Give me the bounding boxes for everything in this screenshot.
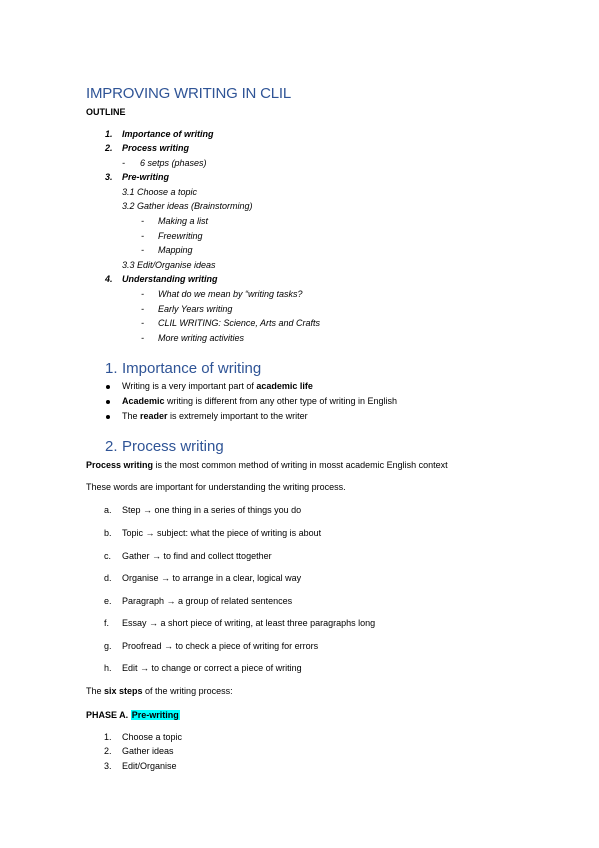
bold-run: reader [140,411,168,421]
term-letter: c. [104,551,112,561]
outline-num: 1. [105,129,113,139]
bold-run: Process writing [86,460,154,470]
term-text: Essay → a short piece of writing, at least three paragraphs long [122,618,376,628]
phase-name-highlight: Pre-writing [131,710,179,720]
outline-heading: OUTLINE [86,107,126,117]
outline-dash: - [141,333,144,343]
text-run: is the most common method of writing in mosst academic English context [153,460,448,470]
outline-dash: - [122,158,125,168]
outline-item: 3.1 Choose a topic [122,187,198,197]
phase-item-num: 2. [104,746,112,756]
term-letter: e. [104,596,112,606]
document-title: IMPROVING WRITING IN CLIL [86,85,292,102]
text-run: The [86,686,105,696]
section-1-heading: Importance of writing [122,360,262,377]
six-steps-line [86,686,233,696]
text-run: writing is different from any other type of writing in English [164,396,397,406]
outline-num: 4. [105,274,113,284]
phase-item-num: 3. [104,761,112,771]
bullet-text [122,411,308,421]
outline-item: Freewriting [158,231,203,241]
text-run: Writing is a very important part of [122,381,257,391]
phase-item-text: Choose a topic [122,732,183,742]
outline-item: 3.2 Gather ideas (Brainstorming) [122,201,253,211]
term-letter: g. [104,641,112,651]
text-run: is extremely important to the writer [167,411,308,421]
section-2-number: 2. [105,438,118,455]
phase-a-heading [86,710,180,720]
bold-run: academic life [256,381,313,391]
outline-item: Understanding writing [122,274,218,284]
bullet-text [122,396,397,406]
outline-num: 2. [105,143,113,153]
outline-item: Mapping [158,245,193,255]
outline-dash: - [141,231,144,241]
term-text: Proofread → to check a piece of writing for errors [122,641,319,651]
text-run: of the writing process: [142,686,233,696]
outline-dash: - [141,216,144,226]
outline-item: Process writing [122,143,190,153]
term-text: Gather → to find and collect ttogether [122,551,272,561]
outline-item: More writing activities [158,333,245,343]
term-text: Topic → subject: what the piece of writing is about [122,528,322,538]
text-run: The [122,411,141,421]
bullet-icon [106,400,110,404]
outline-item: 6 setps (phases) [140,158,207,168]
words-intro: These words are important for understanding the writing process. [86,482,346,492]
bullet-icon [106,385,110,389]
bullet-text [122,381,313,391]
outline-dash: - [141,304,144,314]
term-text: Step → one thing in a series of things you do [122,505,302,515]
bold-run: Academic [122,396,165,406]
outline-dash: - [141,245,144,255]
section-1-number: 1. [105,360,118,377]
bullet-icon [106,415,110,419]
term-text: Paragraph → a group of related sentences [122,596,293,606]
term-text: Organise → to arrange in a clear, logical way [122,573,302,583]
phase-item-text: Edit/Organise [122,761,177,771]
phase-item-num: 1. [104,732,112,742]
term-letter: f. [104,618,110,628]
outline-dash: - [141,318,144,328]
term-letter: h. [104,663,112,673]
phase-label: PHASE A. [86,710,131,720]
outline-dash: - [141,289,144,299]
outline-item: 3.3 Edit/Organise ideas [122,260,216,270]
term-letter: a. [104,505,112,515]
outline-num: 3. [105,172,113,182]
term-letter: d. [104,573,112,583]
term-text: Edit → to change or correct a piece of writing [122,663,302,673]
outline-item: Making a list [158,216,209,226]
term-letter: b. [104,528,112,538]
outline-item: Pre-writing [122,172,170,182]
outline-item: Importance of writing [122,129,214,139]
outline-item: Early Years writing [158,304,233,314]
phase-item-text: Gather ideas [122,746,174,756]
outline-item: CLIL WRITING: Science, Arts and Crafts [158,318,321,328]
section-2-intro [86,460,448,470]
bold-run: six steps [104,686,143,696]
section-2-heading: Process writing [122,438,224,455]
outline-item: What do we mean by “writing tasks? [158,289,303,299]
